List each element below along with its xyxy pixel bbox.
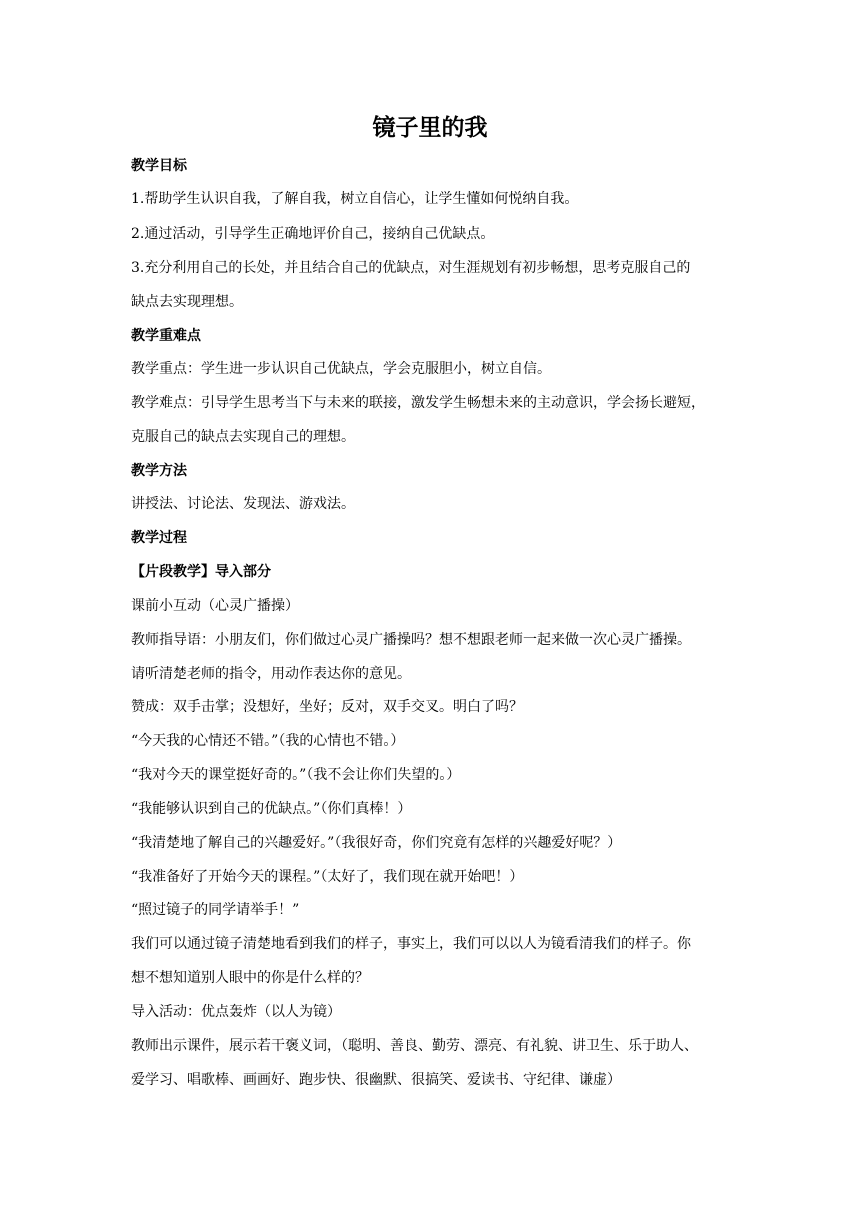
- quote-line: “照过镜子的同学请举手！”: [131, 902, 300, 918]
- section-heading-key-points: 教学重难点: [131, 328, 201, 344]
- paragraph-line: 教师出示课件，展示若干褒义词，（聪明、善良、勤劳、漂亮、有礼貌、讲卫生、乐于助人、: [131, 1038, 698, 1054]
- difficult-point-line-2: 克服自己的缺点去实现自己的理想。: [131, 429, 355, 445]
- section-heading-objectives: 教学目标: [131, 158, 187, 174]
- section-heading-methods: 教学方法: [131, 463, 187, 479]
- methods-text: 讲授法、讨论法、发现法、游戏法。: [131, 496, 355, 512]
- page-title: 镜子里的我: [372, 115, 488, 141]
- paragraph-line: 我们可以通过镜子清楚地看到我们的样子，事实上，我们可以以人为镜看清我们的样子。你: [131, 936, 691, 952]
- paragraph-line: 教师指导语：小朋友们，你们做过心灵广播操吗？想不想跟老师一起来做一次心灵广播操。: [131, 632, 691, 648]
- paragraph: 导入活动：优点轰炸（以人为镜）: [131, 1004, 341, 1020]
- objective-1: 1.帮助学生认识自我，了解自我，树立自信心，让学生懂如何悦纳自我。: [131, 191, 579, 207]
- subheading-intro: 【片段教学】导入部分: [131, 564, 271, 580]
- quote-line: “我清楚地了解自己的兴趣爱好。”（我很好奇，你们究竟有怎样的兴趣爱好呢？）: [131, 835, 622, 851]
- quote-line: “我对今天的课堂挺好奇的。”（我不会让你们失望的。）: [131, 767, 461, 783]
- objective-3-line-2: 缺点去实现理想。: [131, 294, 243, 310]
- quote-line: “今天我的心情还不错。”（我的心情也不错。）: [131, 733, 405, 749]
- objective-3-line-1: 3.充分利用自己的长处，并且结合自己的优缺点，对生涯规划有初步畅想，思考克服自己的: [131, 260, 691, 276]
- paragraph-line: 想不想知道别人眼中的你是什么样的？: [131, 970, 369, 986]
- paragraph-line: 爱学习、唱歌棒、画画好、跑步快、很幽默、很搞笑、爱读书、守纪律、谦虚）: [131, 1072, 621, 1088]
- paragraph-line: 请听清楚老师的指令，用动作表达你的意见。: [131, 666, 411, 682]
- objective-2: 2.通过活动，引导学生正确地评价自己，接纳自己优缺点。: [131, 226, 495, 242]
- quote-line: “我能够认识到自己的优缺点。”（你们真棒！）: [131, 801, 412, 817]
- paragraph: 赞成：双手击掌；没想好，坐好；反对，双手交叉。明白了吗？: [131, 699, 523, 715]
- quote-line: “我准备好了开始今天的课程。”（太好了，我们现在就开始吧！）: [131, 869, 524, 885]
- paragraph: 课前小互动（心灵广播操）: [131, 598, 299, 614]
- difficult-point-line-1: 教学难点：引导学生思考当下与未来的联接，激发学生畅想未来的主动意识，学会扬长避短，: [131, 395, 705, 411]
- section-heading-process: 教学过程: [131, 530, 187, 546]
- key-point: 教学重点：学生进一步认识自己优缺点，学会克服胆小，树立自信。: [131, 361, 551, 377]
